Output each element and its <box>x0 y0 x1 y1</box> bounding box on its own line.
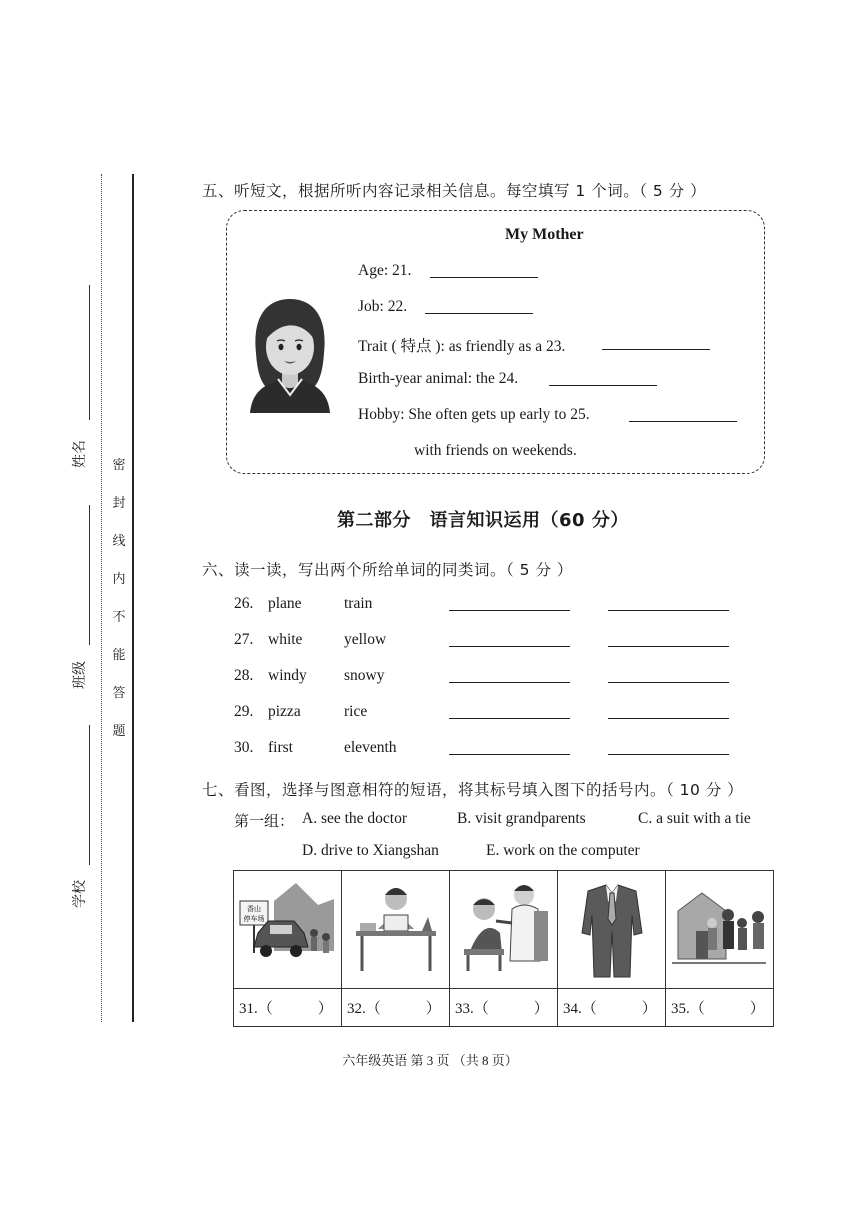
item-number: 30. <box>234 739 254 756</box>
blank-24[interactable] <box>549 385 657 386</box>
item-number: 27. <box>234 631 254 648</box>
mother-portrait-image <box>248 295 332 413</box>
answer-blank[interactable] <box>608 610 729 611</box>
birth-year-row <box>358 370 518 388</box>
computer-work-image <box>342 871 449 984</box>
group-label: 第一组： <box>234 812 295 830</box>
card-title: My Mother <box>505 226 584 243</box>
school-label: 学校 <box>72 880 88 908</box>
option-d: D. drive to Xiangshan <box>302 842 439 859</box>
seal-char: 答 <box>112 686 126 701</box>
option-a: A. see the doctor <box>302 810 408 827</box>
seal-char: 题 <box>112 724 126 739</box>
given-word: snowy <box>344 667 385 684</box>
answer-blank[interactable] <box>608 646 729 647</box>
sign-text-line2: 停车场 <box>243 915 265 923</box>
blank-23[interactable] <box>602 349 710 350</box>
hobby-continuation: with friends on weekends. <box>414 442 577 459</box>
school-write-line[interactable] <box>89 725 90 865</box>
seal-char: 不 <box>112 610 126 625</box>
row-label: Trait ( 特点 ): as friendly as a 23. <box>358 338 566 355</box>
answer-31[interactable]: 31.（ ） <box>234 989 342 1027</box>
solid-binding-line <box>132 174 134 1022</box>
job-row <box>358 298 407 316</box>
answer-35[interactable]: 35.（ ） <box>666 989 774 1027</box>
name-write-line[interactable] <box>89 285 90 420</box>
trait-row <box>358 334 565 356</box>
row-label: Age: 21. <box>358 262 412 279</box>
item-number: 28. <box>234 667 254 684</box>
doctor-visit-image <box>450 871 557 984</box>
given-word: pizza <box>268 703 301 720</box>
age-row <box>358 262 411 280</box>
option-b: B. visit grandparents <box>457 810 586 827</box>
answer-33[interactable]: 33.（ ） <box>450 989 558 1027</box>
picture-34 <box>558 871 666 989</box>
picture-32 <box>342 871 450 989</box>
section7-title: 七、看图，选择与图意相符的短语，将其标号填入图下的括号内。（ 10 分 ） <box>202 781 744 799</box>
answer-blank[interactable] <box>449 646 570 647</box>
given-word: rice <box>344 703 368 720</box>
option-e: E. work on the computer <box>486 842 640 859</box>
visit-grandparents-image <box>666 871 773 984</box>
blank-25[interactable] <box>629 421 737 422</box>
page-footer: 六年级英语 第 3 页 （共 8 页） <box>342 1053 518 1068</box>
suit-tie-image <box>558 871 665 984</box>
picture-table <box>233 870 774 1027</box>
picture-33 <box>450 871 558 989</box>
name-label: 姓名 <box>72 440 88 468</box>
given-word: yellow <box>344 631 387 648</box>
given-word: first <box>268 739 293 756</box>
given-word: train <box>344 595 373 612</box>
sign-text-line1: 香山 <box>247 905 261 913</box>
seal-char: 内 <box>112 572 126 587</box>
seal-char: 能 <box>112 648 126 663</box>
row-label: Job: 22. <box>358 298 408 315</box>
answer-blank[interactable] <box>449 754 570 755</box>
given-word: windy <box>268 667 307 684</box>
seal-char: 线 <box>112 534 126 549</box>
class-write-line[interactable] <box>89 505 90 645</box>
option-c: C. a suit with a tie <box>638 810 751 827</box>
seal-char: 封 <box>112 496 126 511</box>
answer-32[interactable]: 32.（ ） <box>342 989 450 1027</box>
row-label: Birth-year animal: the 24. <box>358 370 519 387</box>
answer-blank[interactable] <box>449 682 570 683</box>
hobby-row <box>358 406 590 424</box>
answer-34[interactable]: 34.（ ） <box>558 989 666 1027</box>
car-parking-image <box>234 871 341 984</box>
item-number: 26. <box>234 595 254 612</box>
answer-blank[interactable] <box>608 754 729 755</box>
class-label: 班级 <box>72 661 88 689</box>
answer-blank[interactable] <box>449 610 570 611</box>
answer-blank[interactable] <box>449 718 570 719</box>
given-word: plane <box>268 595 302 612</box>
given-word: white <box>268 631 303 648</box>
row-label: Hobby: She often gets up early to 25. <box>358 406 590 423</box>
dotted-binding-line <box>101 174 102 1022</box>
answer-blank[interactable] <box>608 682 729 683</box>
blank-22[interactable] <box>425 313 533 314</box>
part2-title: 第二部分 语言知识运用（60 分） <box>337 510 629 531</box>
item-number: 29. <box>234 703 254 720</box>
blank-21[interactable] <box>430 277 538 278</box>
seal-char: 密 <box>112 458 126 473</box>
section5-title: 五、听短文，根据所听内容记录相关信息。每空填写 1 个词。（ 5 分 ） <box>202 182 707 200</box>
section6-title: 六、读一读，写出两个所给单词的同类词。（ 5 分 ） <box>202 561 573 579</box>
picture-35 <box>666 871 774 989</box>
picture-31 <box>234 871 342 989</box>
given-word: eleventh <box>344 739 397 756</box>
answer-blank[interactable] <box>608 718 729 719</box>
